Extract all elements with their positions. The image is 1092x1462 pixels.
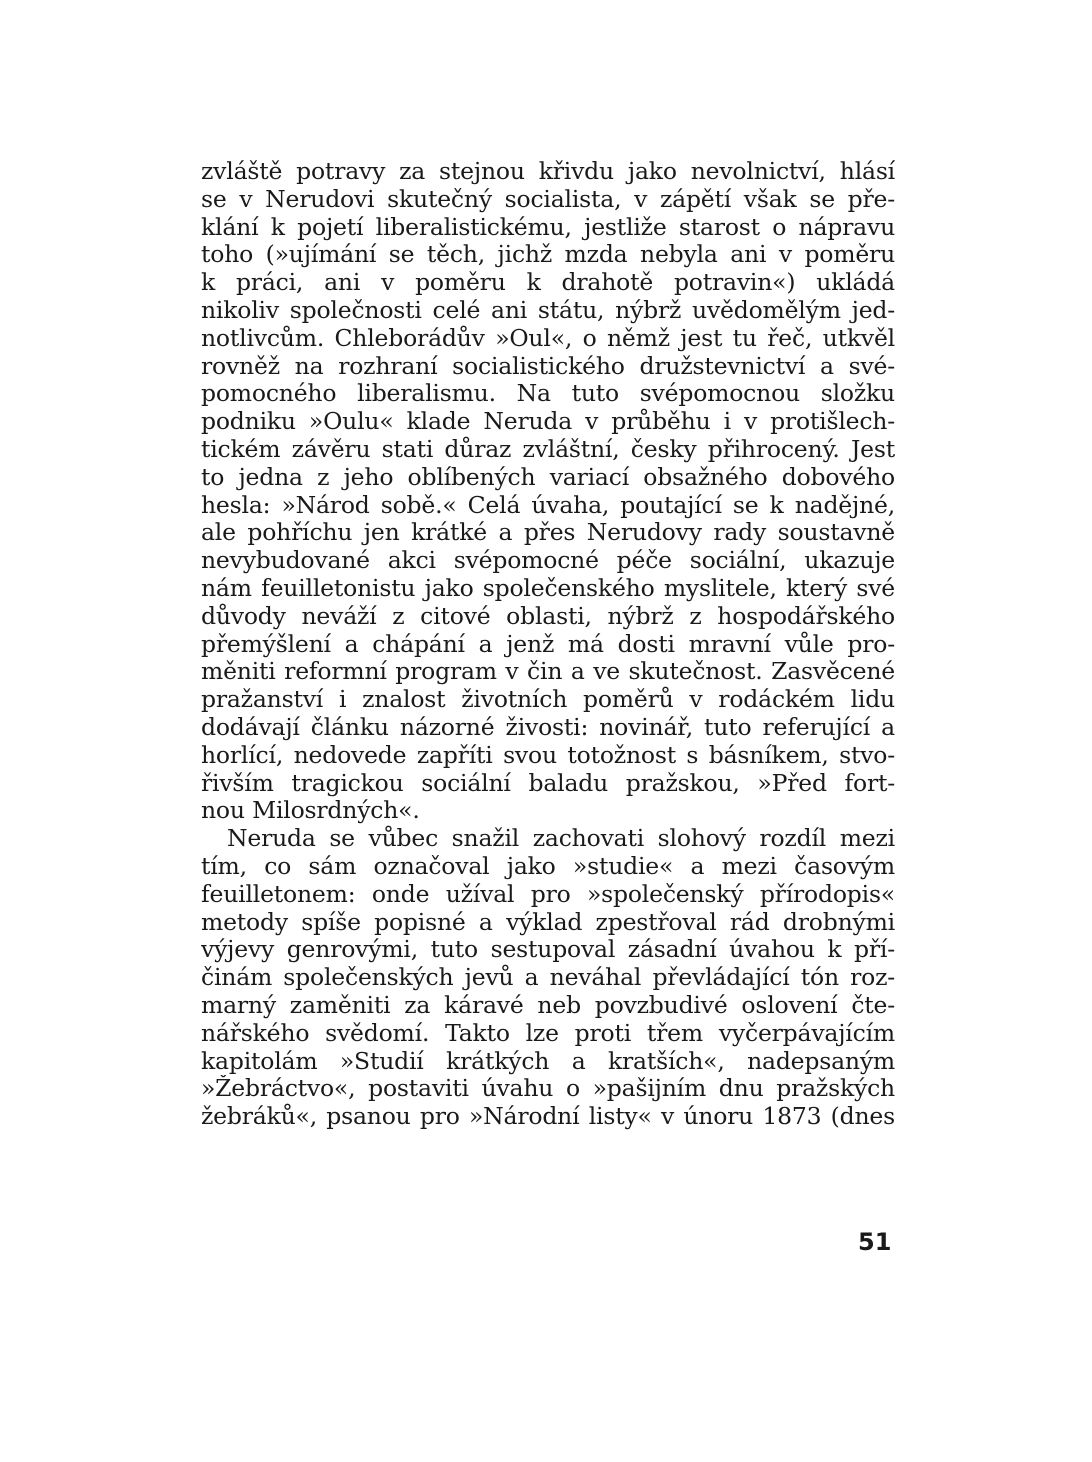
- text-line: pražanství i znalost životních poměrů v rodáckém lidu: [201, 686, 895, 714]
- text-line: měniti reformní program v čin a ve skutečnost. Zasvěcené: [201, 658, 895, 686]
- text-line: nám feuilletonistu jako společenského myslitele, který své: [201, 574, 895, 602]
- text-line: klání k pojetí liberalistickému, jestliže starost o nápravu: [201, 213, 895, 241]
- text-line: »Žebráctvo«, postaviti úvahu o »pašijním dnu pražských: [201, 1075, 895, 1103]
- text-line: nevybudované akci svépomocné péče sociální, ukazuje: [201, 547, 895, 575]
- text-line: hesla: »Národ sobě.« Celá úvaha, poutající se k nadějné,: [201, 491, 895, 519]
- text-line: dodávají článku názorné živosti: novinář, tuto referující a: [201, 713, 895, 741]
- text-line: nikoliv společnosti celé ani státu, nýbrž uvědomělým jed-: [201, 296, 895, 324]
- text-line: notlivcům. Chleborádův »Oul«, o němž jest tu řeč, utkvěl: [201, 324, 895, 352]
- text-line: kapitolám »Studií krátkých a kratších«, nadepsaným: [201, 1047, 895, 1075]
- paragraph-2: [201, 825, 895, 1131]
- text-line: k práci, ani v poměru k drahotě potravin«) ukládá: [201, 269, 895, 297]
- text-line: výjevy genrovými, tuto sestupoval zásadní úvahou k pří-: [201, 936, 895, 964]
- text-line: ale pohříchu jen krátké a přes Nerudovy rady soustavně: [201, 519, 895, 547]
- text-line: feuilletonem: onde užíval pro »společenský přírodopis«: [201, 880, 895, 908]
- text-line: to jedna z jeho oblíbených variací obsažného dobového: [201, 463, 895, 491]
- text-line: horlící, nedovede zapříti svou totožnost s básníkem, stvo-: [201, 741, 895, 769]
- text-line: důvody neváží z citové oblasti, nýbrž z hospodářského: [201, 602, 895, 630]
- text-line: činám společenských jevů a neváhal převládající tón roz-: [201, 964, 895, 992]
- text-line: toho (»ujímání se těch, jichž mzda nebyla ani v poměru: [201, 241, 895, 269]
- text-line: přemýšlení a chápání a jenž má dosti mravní vůle pro-: [201, 630, 895, 658]
- text-line: Neruda se vůbec snažil zachovati slohový rozdíl mezi: [227, 825, 895, 853]
- text-line: pomocného liberalismu. Na tuto svépomocnou složku: [201, 380, 895, 408]
- text-line: se v Nerudovi skutečný socialista, v zápětí však se pře-: [201, 185, 895, 213]
- text-line: marný zaměniti za káravé neb povzbudivé oslovení čte-: [201, 991, 895, 1019]
- body-text: [201, 158, 895, 1131]
- page-number: 51: [858, 1228, 892, 1256]
- text-line: tím, co sám označoval jako »studie« a mezi časovým: [201, 852, 895, 880]
- text-line: rovněž na rozhraní socialistického družstevnictví a své-: [201, 352, 895, 380]
- text-line: podniku »Oulu« klade Neruda v průběhu i v protišlech-: [201, 408, 895, 436]
- text-line: tickém závěru stati důraz zvláštní, česky přihrocený. Jest: [201, 435, 895, 463]
- text-line: zvláště potravy za stejnou křivdu jako nevolnictví, hlásí: [201, 158, 895, 185]
- paragraph-1: [201, 158, 895, 825]
- text-line: metody spíše popisné a výklad zpestřoval rád drobnými: [201, 908, 895, 936]
- text-line: řivším tragickou sociální baladu pražskou, »Před fort-: [201, 769, 895, 797]
- text-line: nářského svědomí. Takto lze proti třem vyčerpávajícím: [201, 1019, 895, 1047]
- text-line: žebráků«, psanou pro »Národní listy« v únoru 1873 (dnes: [201, 1103, 895, 1131]
- text-line: nou Milosrdných«.: [201, 797, 420, 825]
